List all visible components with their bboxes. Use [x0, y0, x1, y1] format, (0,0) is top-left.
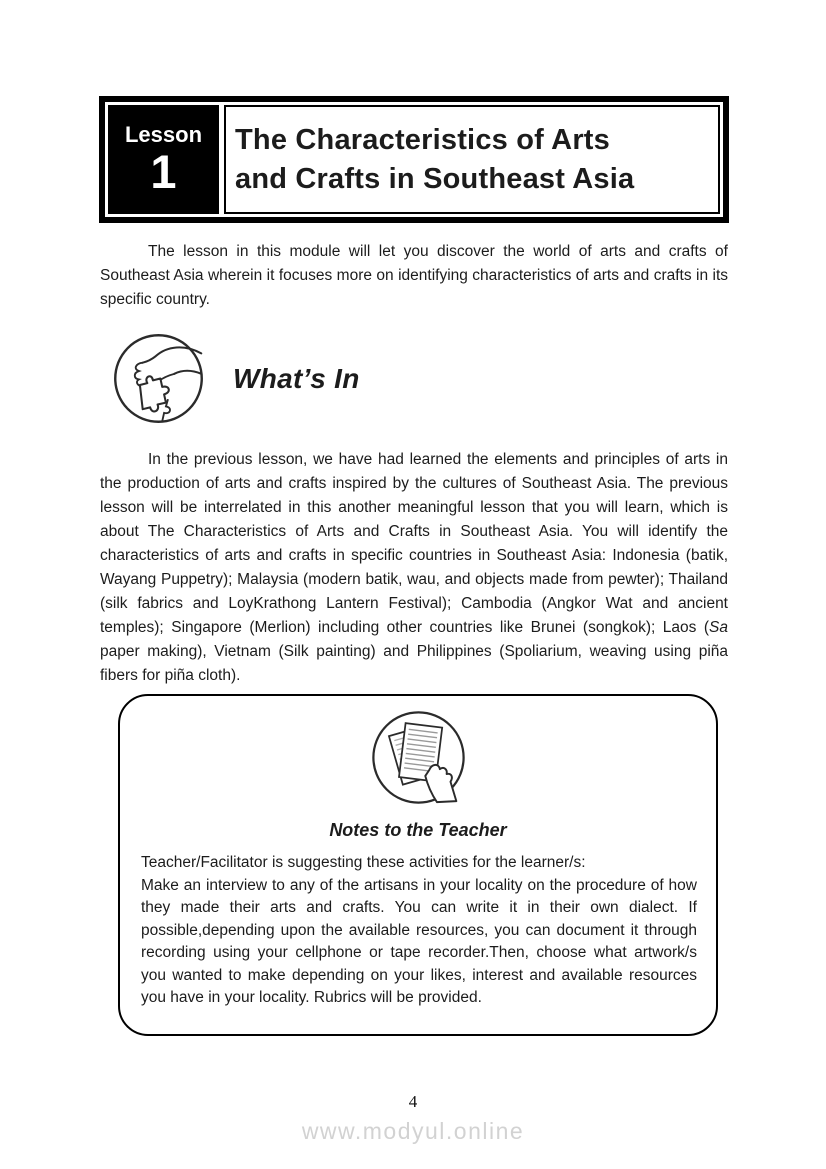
- notes-intro-line: Teacher/Facilitator is suggesting these activities for the learner/s:: [141, 854, 586, 871]
- lesson-label: Lesson: [124, 121, 203, 147]
- page-number: 4: [408, 1092, 418, 1111]
- hand-placing-puzzle-piece-icon: [112, 332, 205, 425]
- watermark: www.modyul.online: [301, 1118, 525, 1144]
- notes-heading: Notes to the Teacher: [329, 820, 507, 840]
- italic-term-sa: Sa: [709, 619, 728, 636]
- paragraph-text-part1: In the previous lesson, we have had learned the elements and principles of arts in the production of arts and crafts inspired by the cultures of Southeast Asia. The previous lesson will be interrelated in this another meaningful lesson that you will learn, which is about The Characteristics of Arts and Crafts in Southeast Asia. You will identify the characteristics of arts and crafts in specific countries in Southeast Asia: Indonesia (batik, Wayang Puppetry); Malaysia (modern batik, wau, and objects made from pewter); Thailand (silk fabrics and LoyKrathong Lantern Festival); Cambodia (Angkor Wat and ancient temples); Singapore (Merlion) including other countries like Brunei (songkok); Laos (: [100, 451, 728, 636]
- whats-in-section: [112, 332, 360, 425]
- notes-to-teacher-box: [118, 694, 718, 1036]
- whats-in-heading: What’s In: [233, 362, 360, 394]
- lesson-title-line2: and Crafts in Southeast Asia: [235, 162, 635, 195]
- previous-lesson-paragraph: [100, 448, 728, 688]
- paragraph-text-part2: paper making), Vietnam (Silk painting) and Philippines (Spoliarium, weaving using piña fibers for piña cloth).: [100, 643, 728, 684]
- intro-paragraph: The lesson in this module will let you discover the world of arts and crafts of Southeast Asia wherein it focuses more on identifying characteristics of arts and crafts in its specific country.: [100, 243, 728, 308]
- lesson-number: 1: [150, 144, 177, 198]
- lesson-title: [224, 105, 720, 214]
- lesson-number-cell: [108, 105, 219, 214]
- papers-in-hand-icon: [370, 709, 467, 806]
- lesson-title-line1: The Characteristics of Arts: [235, 123, 610, 156]
- lesson-banner: [99, 96, 729, 223]
- notes-body: Make an interview to any of the artisans in your locality on the procedure of how they made their arts and crafts. You can write it in their own dialect. If possible,depending upon the available resources, you can document it through recording using your cellphone or tape recorder.Then, choose what artwork/s you wanted to make depending on your likes, interest and available resources you have in your locality. Rubrics will be provided.: [141, 876, 697, 1006]
